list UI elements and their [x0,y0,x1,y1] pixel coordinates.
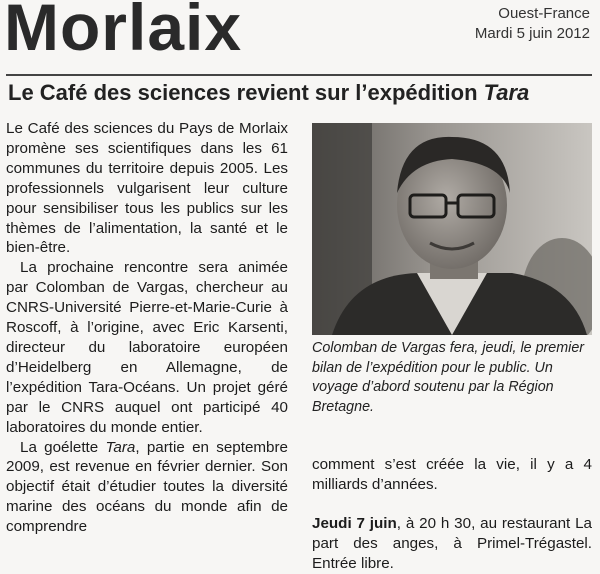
source-info [475,4,590,44]
paragraph-schooner: La goélette Tara, partie en septembre 2009, est revenue en février dernier. Son objectif était d’étudier toutes la diversité marine des océans du monde afin de comprendre [6,438,288,536]
publication-date: Mardi 5 juin 2012 [474,25,590,42]
article-headline [8,80,529,106]
event-date: Jeudi 7 juin [312,514,397,532]
article-column-right [312,455,592,574]
header-rule [6,74,592,76]
paragraph-intro: Le Café des sciences du Pays de Morlaix promène ses scientifiques dans les 61 communes du territoire depuis 2005. Les professionnels vulgarisent leur culture pour sensibiliser tous les publics sur les thèmes de l’alimentation, la santé et le bien-être. [6,120,288,257]
portrait-illustration [312,123,592,335]
article-column-left [6,119,288,537]
portrait-photo [312,123,592,335]
paragraph-meeting: La prochaine rencontre sera animée par Colomban de Vargas, chercheur au CNRS-Université Pierre-et-Marie-Curie à Roscoff, à l’origine, avec Eric Karsenti, directeur du laboratoire européen d’Heidelberg en Allemagne, de l’expédition Tara-Océans. Un projet géré par le CNRS auquel ont participé 40 laboratoires du monde entier. [6,259,288,436]
photo-caption: Colomban de Vargas fera, jeudi, le premier bilan de l’expédition pour le public. Un voyage d’abord soutenu par la Région Bretagne. [312,340,585,415]
event-details: , à 20 h 30, au restaurant La part des anges, à Primel-Trégastel. Entrée libre. [312,514,592,572]
paragraph-event [312,514,592,574]
masthead-title: Morlaix [4,0,243,64]
paragraph-continuation: comment s’est créée la vie, il y a 4 milliards d’années. [312,456,592,493]
headline-text: Le Café des sciences revient sur l’expédition [8,80,484,105]
headline-ship-name: Tara [483,80,530,105]
newspaper-name: Ouest-France [498,5,590,22]
